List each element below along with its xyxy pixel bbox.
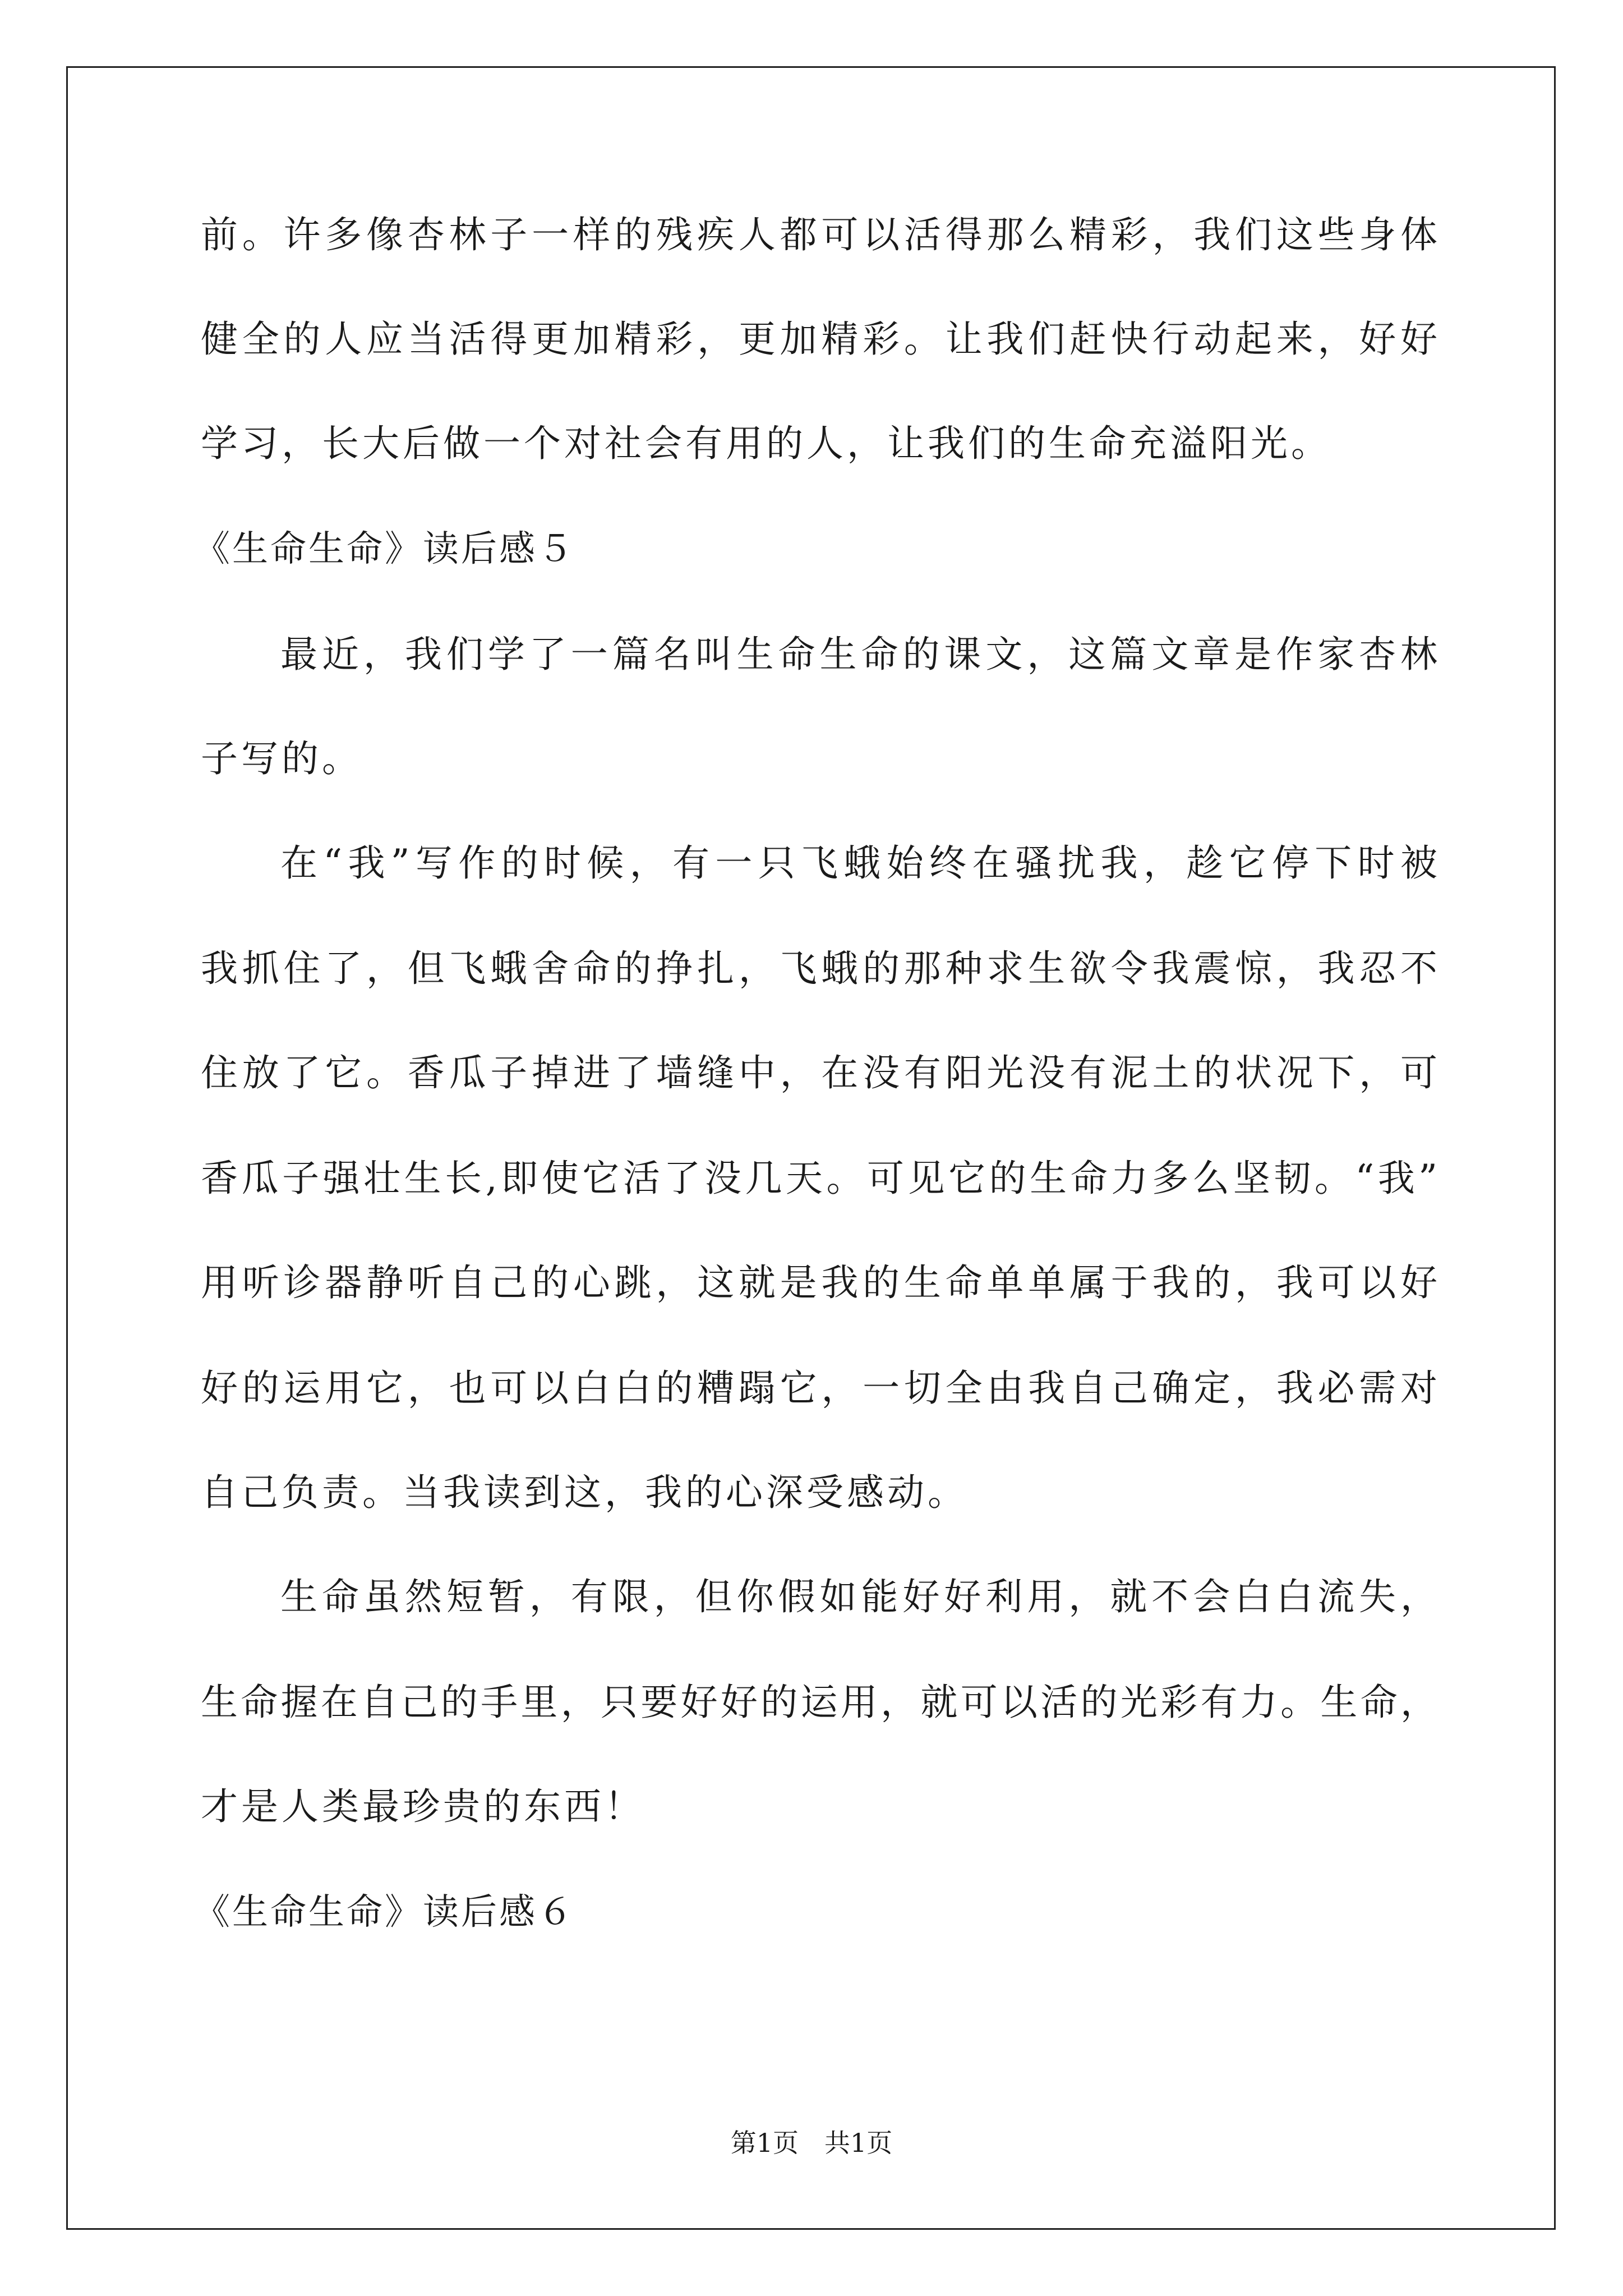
section-heading-5: 《生命生命》读后感５ — [194, 528, 575, 570]
paragraph-line: 香瓜子强壮生长,即使它活了没几天。可见它的生命力多么坚韧。“我” — [201, 1157, 1437, 1200]
paragraph-line: 自己负责。当我读到这，我的心深受感动。 — [201, 1471, 968, 1514]
paragraph-line: 生命握在自己的手里，只要好好的运用，就可以活的光彩有力。生命， — [201, 1681, 1437, 1724]
paragraph-line: 最近，我们学了一篇名叫生命生命的课文，这篇文章是作家杏林 — [280, 633, 1437, 676]
paragraph-line: 健全的人应当活得更加精彩，更加精彩。让我们赶快行动起来，好好 — [201, 318, 1437, 361]
page-footer: 第1页 共1页 — [730, 2128, 893, 2158]
paragraph-line: 生命虽然短暂，有限，但你假如能好好利用，就不会白白流失， — [280, 1575, 1437, 1618]
paragraph-line: 才是人类最珍贵的东西！ — [201, 1785, 645, 1828]
paragraph-line: 在“我”写作的时候，有一只飞蛾始终在骚扰我，趁它停下时被 — [280, 841, 1437, 885]
paragraph-line: 用听诊器静听自己的心跳，这就是我的生命单单属于我的，我可以好 — [201, 1261, 1437, 1304]
paragraph-line: 我抓住了，但飞蛾舍命的挣扎，飞蛾的那种求生欲令我震惊，我忍不 — [201, 947, 1437, 990]
paragraph-line: 学习，长大后做一个对社会有用的人，让我们的生命充溢阳光。 — [201, 422, 1331, 465]
paragraph-line: 好的运用它，也可以白白的糟蹋它，一切全由我自己确定，我必需对 — [201, 1366, 1437, 1410]
paragraph-line: 住放了它。香瓜子掉进了墙缝中，在没有阳光没有泥土的状况下，可 — [201, 1051, 1437, 1094]
paragraph-line: 子写的。 — [201, 737, 362, 780]
section-heading-6: 《生命生命》读后感６ — [194, 1892, 575, 1933]
paragraph-line: 前。许多像杏林子一样的残疾人都可以活得那么精彩，我们这些身体 — [201, 213, 1437, 256]
